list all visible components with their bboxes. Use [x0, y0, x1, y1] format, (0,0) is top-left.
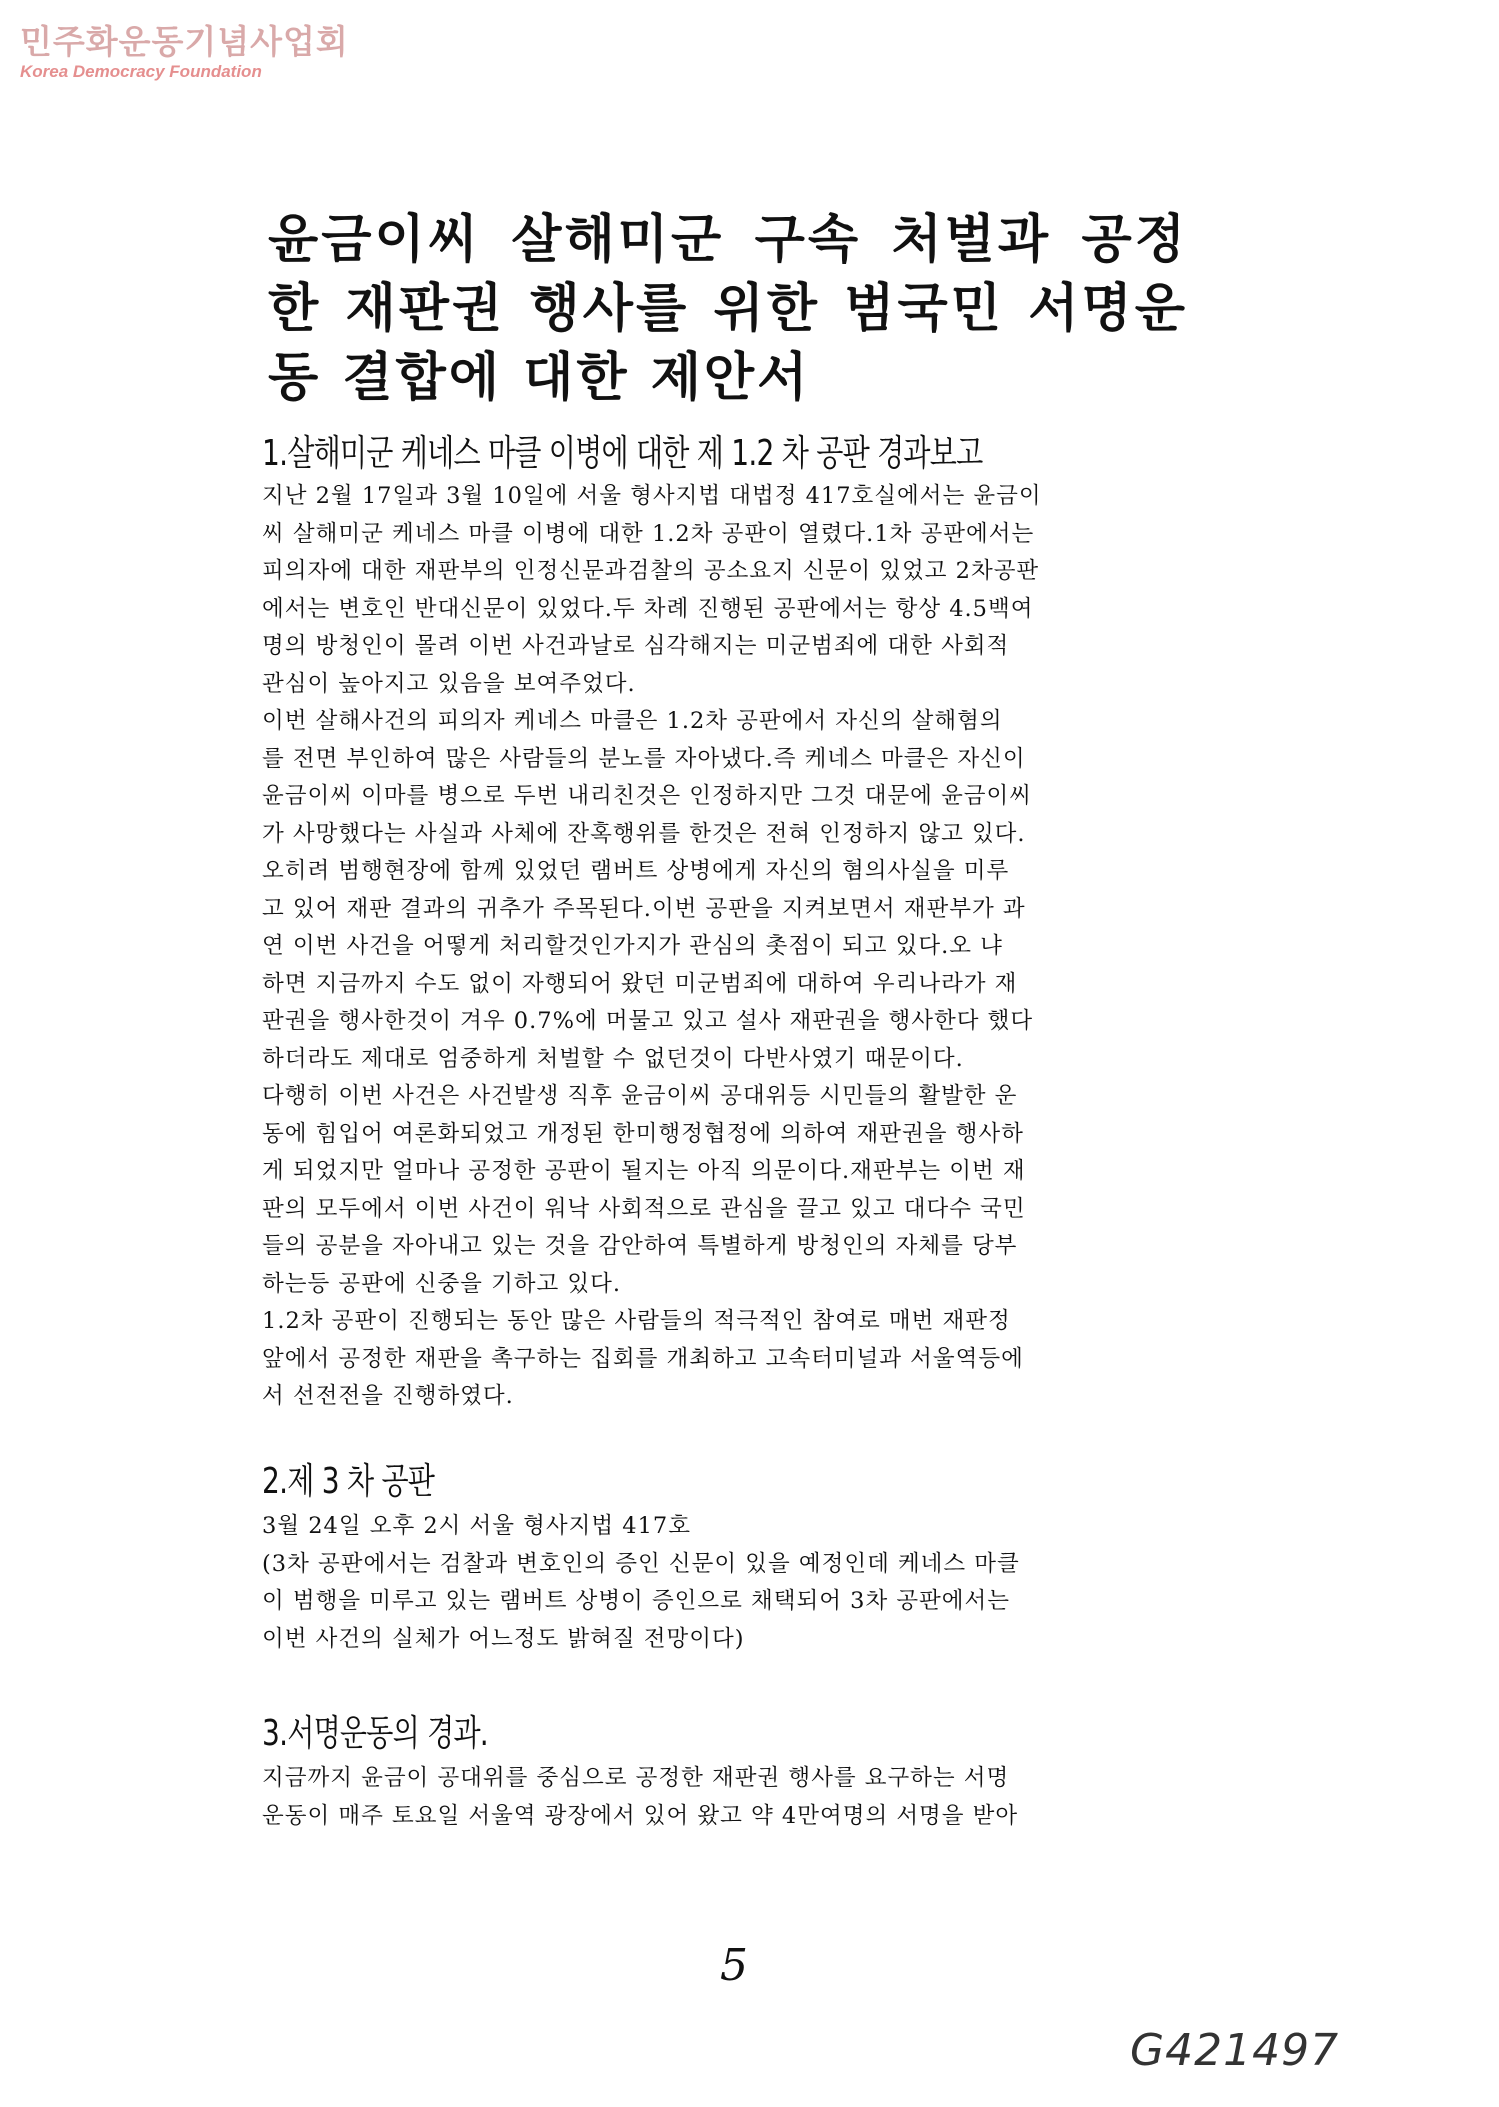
text-line: 를 전면 부인하여 많은 사람들의 분노를 자아냈다.즉 케네스 마클은 자신이 [262, 745, 1026, 772]
text-line: (3차 공판에서는 검찰과 변호인의 증인 신문이 있을 예정인데 케네스 마클 [262, 1550, 1020, 1577]
text-line: 윤금이씨 이마를 병으로 두번 내리친것은 인정하지만 그것 대문에 윤금이씨 [262, 783, 1033, 809]
text-line: 게 되었지만 얼마나 공정한 공판이 될지는 아직 의문이다.재판부는 이번 재 [262, 1158, 1026, 1184]
text-line: 에서는 변호인 반대신문이 있었다.두 차례 진행된 공판에서는 항상 4.5백여 [262, 595, 1034, 622]
text-line: 앞에서 공정한 재판을 촉구하는 집회를 개최하고 고속터미널과 서울역등에 [262, 1345, 1024, 1372]
section-2-body [262, 1508, 1192, 1658]
text-line: 운동이 매주 토요일 서울역 광장에서 있어 왔고 약 4만여명의 서명을 받아 [262, 1802, 1019, 1829]
text-line: 1.2차 공판이 진행되는 동안 많은 사람들의 적극적인 참여로 매번 재판정 [262, 1308, 1011, 1334]
page-number: 5 [720, 1940, 748, 1991]
text-line: 하더라도 제대로 엄중하게 처벌할 수 없던것이 다반사였기 때문이다. [262, 1045, 964, 1072]
text-line: 지난 2월 17일과 3월 10일에 서울 형사지법 대법정 417호실에서는 윤금이 [262, 483, 1042, 509]
text-line: 이번 살해사건의 피의자 케네스 마클은 1.2차 공판에서 자신의 살해혐의 [262, 708, 1003, 734]
text-line: 3월 24일 오후 2시 서울 형사지법 417호 [262, 1513, 691, 1539]
text-line: 서 선전전을 진행하였다. [262, 1383, 514, 1409]
text-line: 하는등 공판에 신중을 기하고 있다. [262, 1270, 622, 1297]
text-line: 동에 힘입어 여론화되었고 개정된 한미행정협정에 의하여 재판권을 행사하 [262, 1120, 1024, 1147]
text-line: 판의 모두에서 이번 사건이 워낙 사회적으로 관심을 끌고 있고 대다수 국민 [262, 1195, 1026, 1222]
text-line: 하면 지금까지 수도 없이 자행되어 왔던 미군범죄에 대하여 우리나라가 재 [262, 970, 1018, 997]
text-line: 고 있어 재판 결과의 귀추가 주목된다.이번 공판을 지켜보면서 재판부가 과 [262, 895, 1026, 922]
watermark [20, 22, 349, 82]
text-line: 관심이 높아지고 있음을 보여주었다. [262, 670, 636, 697]
text-line: 이 범행을 미루고 있는 램버트 상병이 증인으로 채택되어 3차 공판에서는 [262, 1588, 1010, 1614]
text-line: 들의 공분을 자아내고 있는 것을 감안하여 특별하게 방청인의 자체를 당부 [262, 1233, 1018, 1259]
document-title: 윤금이씨 살해미군 구속 처벌과 공정한 재판권 행사를 위한 범국민 서명운동 결합에 대한 제안서 [268, 209, 1188, 408]
text-line: 연 이번 사건을 어떻게 처리할것인가지가 관심의 촛점이 되고 있다.오 냐 [262, 933, 1003, 959]
text-line: 피의자에 대한 재판부의 인정신문과검찰의 공소요지 신문이 있었고 2차공판 [262, 558, 1040, 584]
text-line: 지금까지 윤금이 공대위를 중심으로 공정한 재판권 행사를 요구하는 서명 [262, 1765, 1010, 1791]
text-line: 판권을 행사한것이 겨우 0.7%에 머물고 있고 설사 재판권을 행사한다 했다 [262, 1008, 1034, 1034]
section-2-heading: 2.제 3 차 공판 [262, 1461, 435, 1502]
watermark-korean: 민주화운동기념사업회 [20, 22, 349, 61]
text-line: 가 사망했다는 사실과 사체에 잔혹행위를 한것은 전혀 인정하지 않고 있다. [262, 820, 1026, 847]
text-line: 다행히 이번 사건은 사건발생 직후 윤금이씨 공대위등 시민들의 활발한 운 [262, 1083, 1018, 1109]
section-1-body [262, 478, 1192, 1416]
text-line: 이번 사건의 실체가 어느정도 밝혀질 전망이다) [262, 1625, 745, 1652]
text-line: 오히려 범행현장에 함께 있었던 램버트 상병에게 자신의 혐의사실을 미루 [262, 858, 1010, 884]
section-1-heading: 1.살해미군 케네스 마클 이병에 대한 제 1.2 차 공판 경과보고 [262, 433, 983, 474]
section-3-heading: 3.서명운동의 경과. [262, 1713, 488, 1754]
section-3-body [262, 1760, 1192, 1835]
watermark-english: Korea Democracy Foundation [20, 62, 262, 81]
text-line: 명의 방청인이 몰려 이번 사건과날로 심각해지는 미군범죄에 대한 사회적 [262, 633, 1010, 659]
text-line: 씨 살해미군 케네스 마클 이병에 대한 1.2차 공판이 열렸다.1차 공판에서는 [262, 520, 1035, 547]
archive-stamp: G421497 [1130, 2025, 1340, 2076]
